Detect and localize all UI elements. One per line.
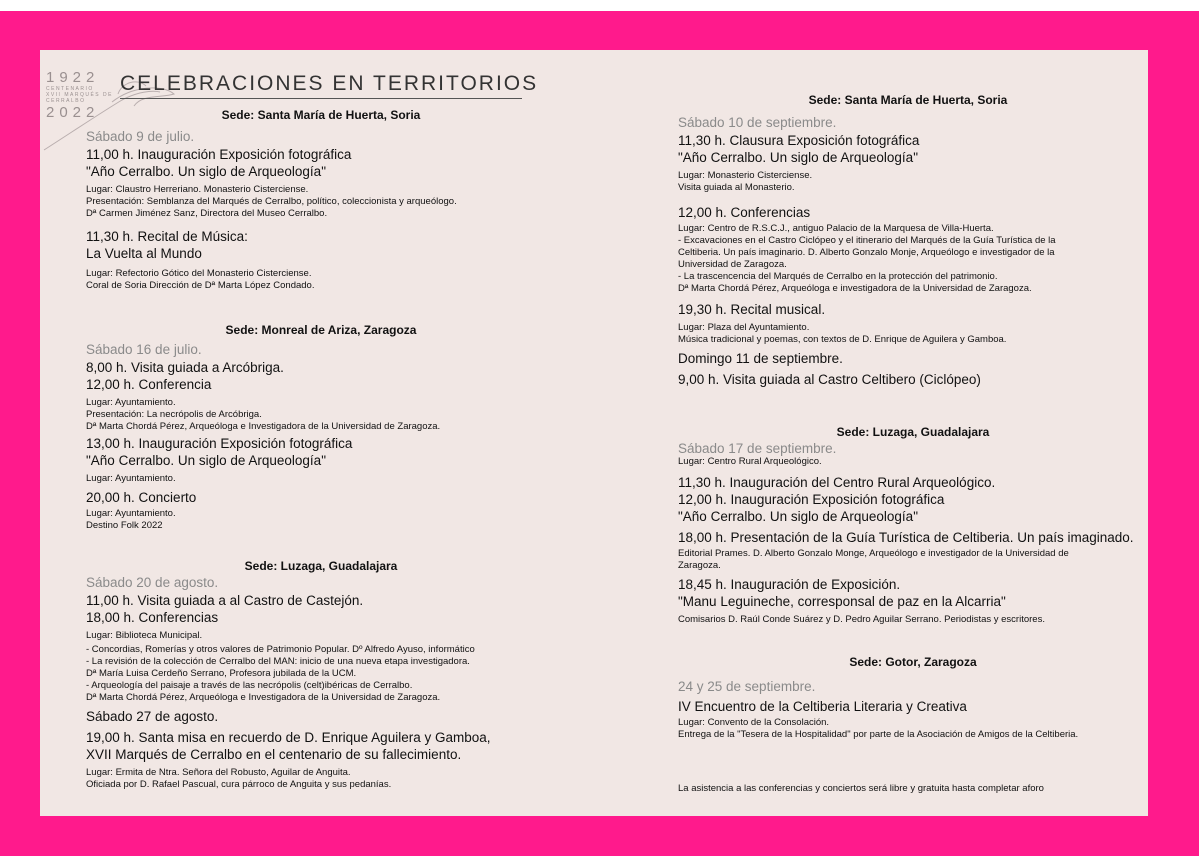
event-title: 18,45 h. Inauguración de Exposición.	[678, 577, 901, 592]
brochure-page	[40, 50, 1148, 816]
event-detail: - Excavaciones en el Castro Ciclópeo y el itinerario del Marqués de la Guía Turística de la	[678, 235, 1056, 246]
event-date-line: Domingo 11 de septiembre.	[678, 351, 843, 366]
event-detail: Visita guiada al Monasterio.	[678, 182, 795, 193]
sede-heading: Sede: Luzaga, Guadalajara	[244, 559, 398, 573]
event-title: 11,00 h. Visita guiada a al Castro de Castejón.	[86, 593, 364, 608]
event-title: 12,00 h. Conferencias	[678, 205, 811, 220]
footer-note: La asistencia a las conferencias y conciertos será libre y gratuita hasta completar aforo	[678, 783, 1044, 794]
event-detail: Presentación: La necrópolis de Arcóbriga.	[86, 409, 262, 420]
event-title: 11,30 h. Inauguración del Centro Rural Arqueológico.	[678, 475, 996, 490]
event-date: Sábado 16 de julio.	[86, 342, 202, 357]
event-title: 11,30 h. Clausura Exposición fotográfica	[678, 133, 920, 148]
event-title: "Año Cerralbo. Un siglo de Arqueología"	[678, 509, 918, 524]
event-detail: - Arqueología del paisaje a través de las necrópolis (celt)ibéricas de Cerralbo.	[86, 680, 413, 691]
left-section-monreal	[86, 323, 556, 532]
event-detail: Celtiberia. Un país imaginario. D. Alberto Gonzalo Monje, Arqueólogo e investigador de la	[678, 247, 1055, 258]
event-date: Sábado 10 de septiembre.	[678, 115, 837, 130]
event-date: Sábado 17 de septiembre.	[678, 441, 837, 456]
left-section-santa-maria	[86, 108, 556, 292]
event-detail: Dª Carmen Jiménez Sanz, Directora del Museo Cerralbo.	[86, 208, 328, 219]
event-detail: - Concordias, Romerías y otros valores de Patrimonio Popular. Dº Alfredo Ayuso, informático	[86, 644, 475, 655]
event-detail: Dª María Luisa Cerdeño Serrano, Profesora jubilada de la UCM.	[86, 668, 357, 679]
right-section-santa-maria	[678, 93, 1138, 388]
event-detail: - La revisión de la colección de Cerralbo del MAN: inicio de una nueva etapa investigadora.	[86, 656, 470, 667]
page-title: CELEBRACIONES EN TERRITORIOS	[120, 72, 522, 99]
event-detail: - La trascencencia del Marqués de Cerralbo en la protección del patrimonio.	[678, 271, 998, 282]
event-date: Sábado 20 de agosto.	[86, 575, 219, 590]
right-section-luzaga	[678, 425, 1148, 626]
event-title: 12,00 h. Inauguración Exposición fotográfica	[678, 492, 945, 507]
event-detail: Lugar: Centro de R.S.C.J., antiguo Palacio de la Marquesa de Villa-Huerta.	[678, 223, 994, 234]
event-detail: Música tradicional y poemas, con textos de D. Enrique de Aguilera y Gamboa.	[678, 334, 1007, 345]
event-detail: Lugar: Ayuntamiento.	[86, 473, 176, 484]
event-detail: Destino Folk 2022	[86, 520, 163, 531]
event-title: 13,00 h. Inauguración Exposición fotográfica	[86, 436, 353, 451]
logo-year-end: 2022	[46, 104, 100, 121]
event-title: IV Encuentro de la Celtiberia Literaria y Creativa	[678, 699, 967, 714]
event-detail: Lugar: Biblioteca Municipal.	[86, 630, 203, 641]
event-detail: Lugar: Monasterio Cisterciense.	[678, 170, 813, 181]
event-detail: Comisarios D. Raúl Conde Suárez y D. Pedro Aguilar Serrano. Periodistas y escritores.	[678, 614, 1045, 625]
event-date-line: Sábado 27 de agosto.	[86, 709, 219, 724]
event-title: 11,30 h. Recital de Música:	[86, 229, 248, 244]
event-title: 18,00 h. Conferencias	[86, 610, 219, 625]
event-detail: Lugar: Ayuntamiento.	[86, 508, 176, 519]
event-detail: Lugar: Refectorio Gótico del Monasterio Cisterciense.	[86, 268, 312, 279]
event-detail: Dª Marta Chordá Pérez, Arqueóloga e investigadora de la Universidad de Zaragoza.	[678, 283, 1032, 294]
event-detail: Presentación: Semblanza del Marqués de Cerralbo, político, coleccionista y arqueólogo.	[86, 196, 457, 207]
event-date: Sábado 9 de julio.	[86, 129, 195, 144]
event-detail: Entrega de la "Tesera de la Hospitalidad" por parte de la Asociación de Amigos de la Celtiberia.	[678, 729, 1079, 740]
event-title: 19,00 h. Santa misa en recuerdo de D. Enrique Aguilera y Gamboa,	[86, 730, 491, 745]
logo-line3: CERRALBO	[46, 98, 86, 104]
logo-line1: CENTENARIO	[46, 86, 94, 92]
event-date: 24 y 25 de septiembre.	[678, 679, 816, 694]
event-title: 11,00 h. Inauguración Exposición fotográfica	[86, 147, 352, 162]
event-detail: Lugar: Claustro Herreriano. Monasterio Cisterciense.	[86, 184, 309, 195]
sede-heading: Sede: Gotor, Zaragoza	[849, 655, 977, 669]
sede-heading: Sede: Santa María de Huerta, Soria	[808, 93, 1008, 107]
event-title: La Vuelta al Mundo	[86, 246, 202, 261]
sede-heading: Sede: Luzaga, Guadalajara	[836, 425, 990, 439]
event-title: 12,00 h. Conferencia	[86, 377, 212, 392]
event-detail: Lugar: Convento de la Consolación.	[678, 717, 830, 728]
event-title: "Año Cerralbo. Un siglo de Arqueología"	[86, 164, 326, 179]
event-title: 19,30 h. Recital musical.	[678, 302, 826, 317]
event-title: XVII Marqués de Cerralbo en el centenario de su fallecimiento.	[86, 747, 462, 762]
event-detail: Zaragoza.	[678, 560, 721, 571]
sede-heading: Sede: Monreal de Ariza, Zaragoza	[225, 323, 417, 337]
event-title: "Año Cerralbo. Un siglo de Arqueología"	[678, 150, 918, 165]
logo-year-start: 1922	[46, 69, 100, 86]
event-detail: Oficiada por D. Rafael Pascual, cura párroco de Anguita y sus pedanías.	[86, 779, 392, 790]
event-detail: Dª Marta Chordá Pérez, Arqueóloga e Investigadora de la Universidad de Zaragoza.	[86, 421, 441, 432]
sede-heading: Sede: Santa María de Huerta, Soria	[221, 108, 421, 122]
event-title: "Año Cerralbo. Un siglo de Arqueología"	[86, 453, 326, 468]
event-title: 18,00 h. Presentación de la Guía Turística de Celtiberia. Un país imaginado.	[678, 530, 1134, 545]
event-detail: Lugar: Ermita de Ntra. Señora del Robusto, Aguilar de Anguita.	[86, 767, 351, 778]
event-detail: Coral de Soria Dirección de Dª Marta López Condado.	[86, 280, 315, 291]
event-title: 8,00 h. Visita guiada a Arcóbriga.	[86, 360, 284, 375]
event-title: "Manu Leguineche, corresponsal de paz en la Alcarria"	[678, 594, 1006, 609]
event-detail: Lugar: Plaza del Ayuntamiento.	[678, 322, 810, 333]
event-detail: Editorial Prames. D. Alberto Gonzalo Monge, Arqueólogo e investigador de la Universidad de	[678, 548, 1069, 559]
right-section-gotor	[678, 655, 1148, 741]
left-section-luzaga	[86, 559, 556, 791]
event-detail: Lugar: Ayuntamiento.	[86, 397, 176, 408]
event-detail: Dª Marta Chordá Pérez, Arqueóloga e Investigadora de la Universidad de Zaragoza.	[86, 692, 441, 703]
logo-line2: XVII MARQUÉS DE	[46, 92, 113, 98]
event-title: 20,00 h. Concierto	[86, 490, 197, 505]
event-detail: Lugar: Centro Rural Arqueológico.	[678, 456, 822, 467]
event-detail: Universidad de Zaragoza.	[678, 259, 787, 270]
event-title: 9,00 h. Visita guiada al Castro Celtibero (Ciclópeo)	[678, 372, 981, 387]
